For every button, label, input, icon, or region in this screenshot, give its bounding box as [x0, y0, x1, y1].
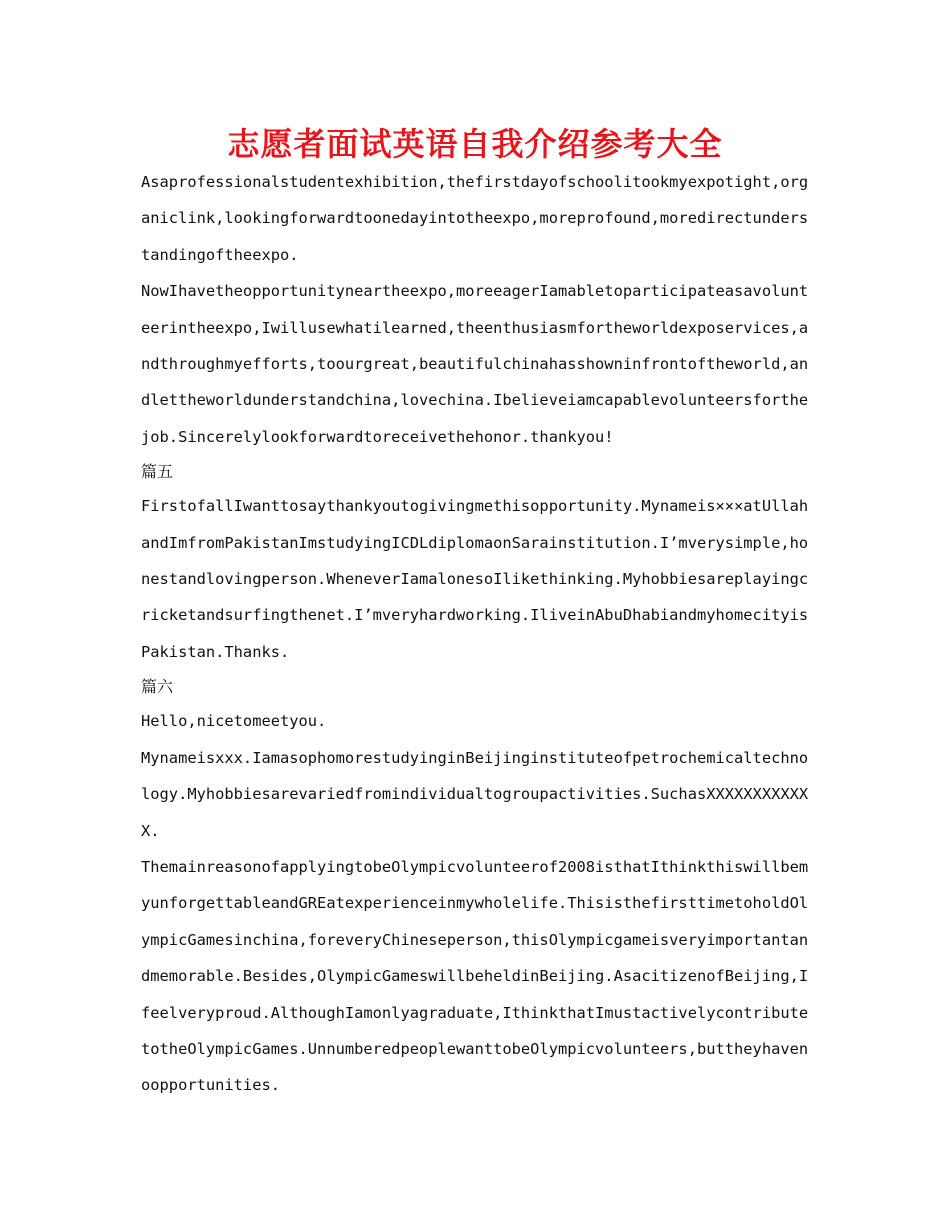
- document-body: [141, 164, 811, 1104]
- paragraph-expo-volunteer: NowIhavetheopportunityneartheexpo,moreeagerIamabletoparticipateasavolunteerintheexpo,Iwillusewhatilearned,theenthusiasmfortheworldexposervices,andthroughmyefforts,toourgreat,beautifulchinahasshowninfrontoftheworld,andlettheworldunderstandchina,lovechina.Ibelieveiamcapablevolunteersforthejob.Sincerelylookforwardtoreceivethehonor.thankyou!: [141, 282, 809, 446]
- paragraph-greeting: Hello,nicetomeetyou.: [141, 712, 327, 731]
- paragraph-pakistan-intro: FirstofallIwanttosaythankyoutogivingmethisopportunity.Mynameis×××atUllahandImfromPakistanImstudyingICDLdiplomaonSarainstitution.I’mverysimple,honestandlovingperson.WheneverIamalonesoIlikethinking.Myhobbiesareplayingcricketandsurfingthenet.I’mveryhardworking.IliveinAbuDhabiandmyhomecityisPakistan.Thanks.: [141, 497, 809, 661]
- section-heading-6: 篇六: [141, 677, 174, 697]
- paragraph-beijing-intro: Mynameisxxx.IamasophomorestudyinginBeijinginstituteofpetrochemicaltechnology.Myhobbiesarevariedfromindividualtogroupactivities.SuchasXXXXXXXXXXXX.: [141, 748, 809, 840]
- page-title: 志愿者面试英语自我介绍参考大全: [227, 125, 723, 163]
- section-heading-5: 篇五: [141, 462, 174, 482]
- paragraph-expo-intro: Asaprofessionalstudentexhibition,thefirstdayofschoolitookmyexpotight,organiclink,lookingforwardtoonedayintotheexpo,moreprofound,moredirectunderstandingoftheexpo.: [141, 173, 809, 264]
- paragraph-olympic-reason: ThemainreasonofapplyingtobeOlympicvolunteerof2008isthatIthinkthiswillbemyunforgettableandGREatexperienceinmywholelife.ThisisthefirsttimetoholdOlympicGamesinchina,foreveryChineseperson,thisOlympicgameisveryimportantandmemorable.Besides,OlympicGameswillbeheldinBeijing.AsacitizenofBeijing,Ifeelveryproud.AlthoughIamonlyagraduate,IthinkthatImustactivelycontributetotheOlympicGames.UnnumberedpeoplewanttobeOlympicvolunteers,buttheyhavenoopportunities.: [141, 857, 809, 1095]
